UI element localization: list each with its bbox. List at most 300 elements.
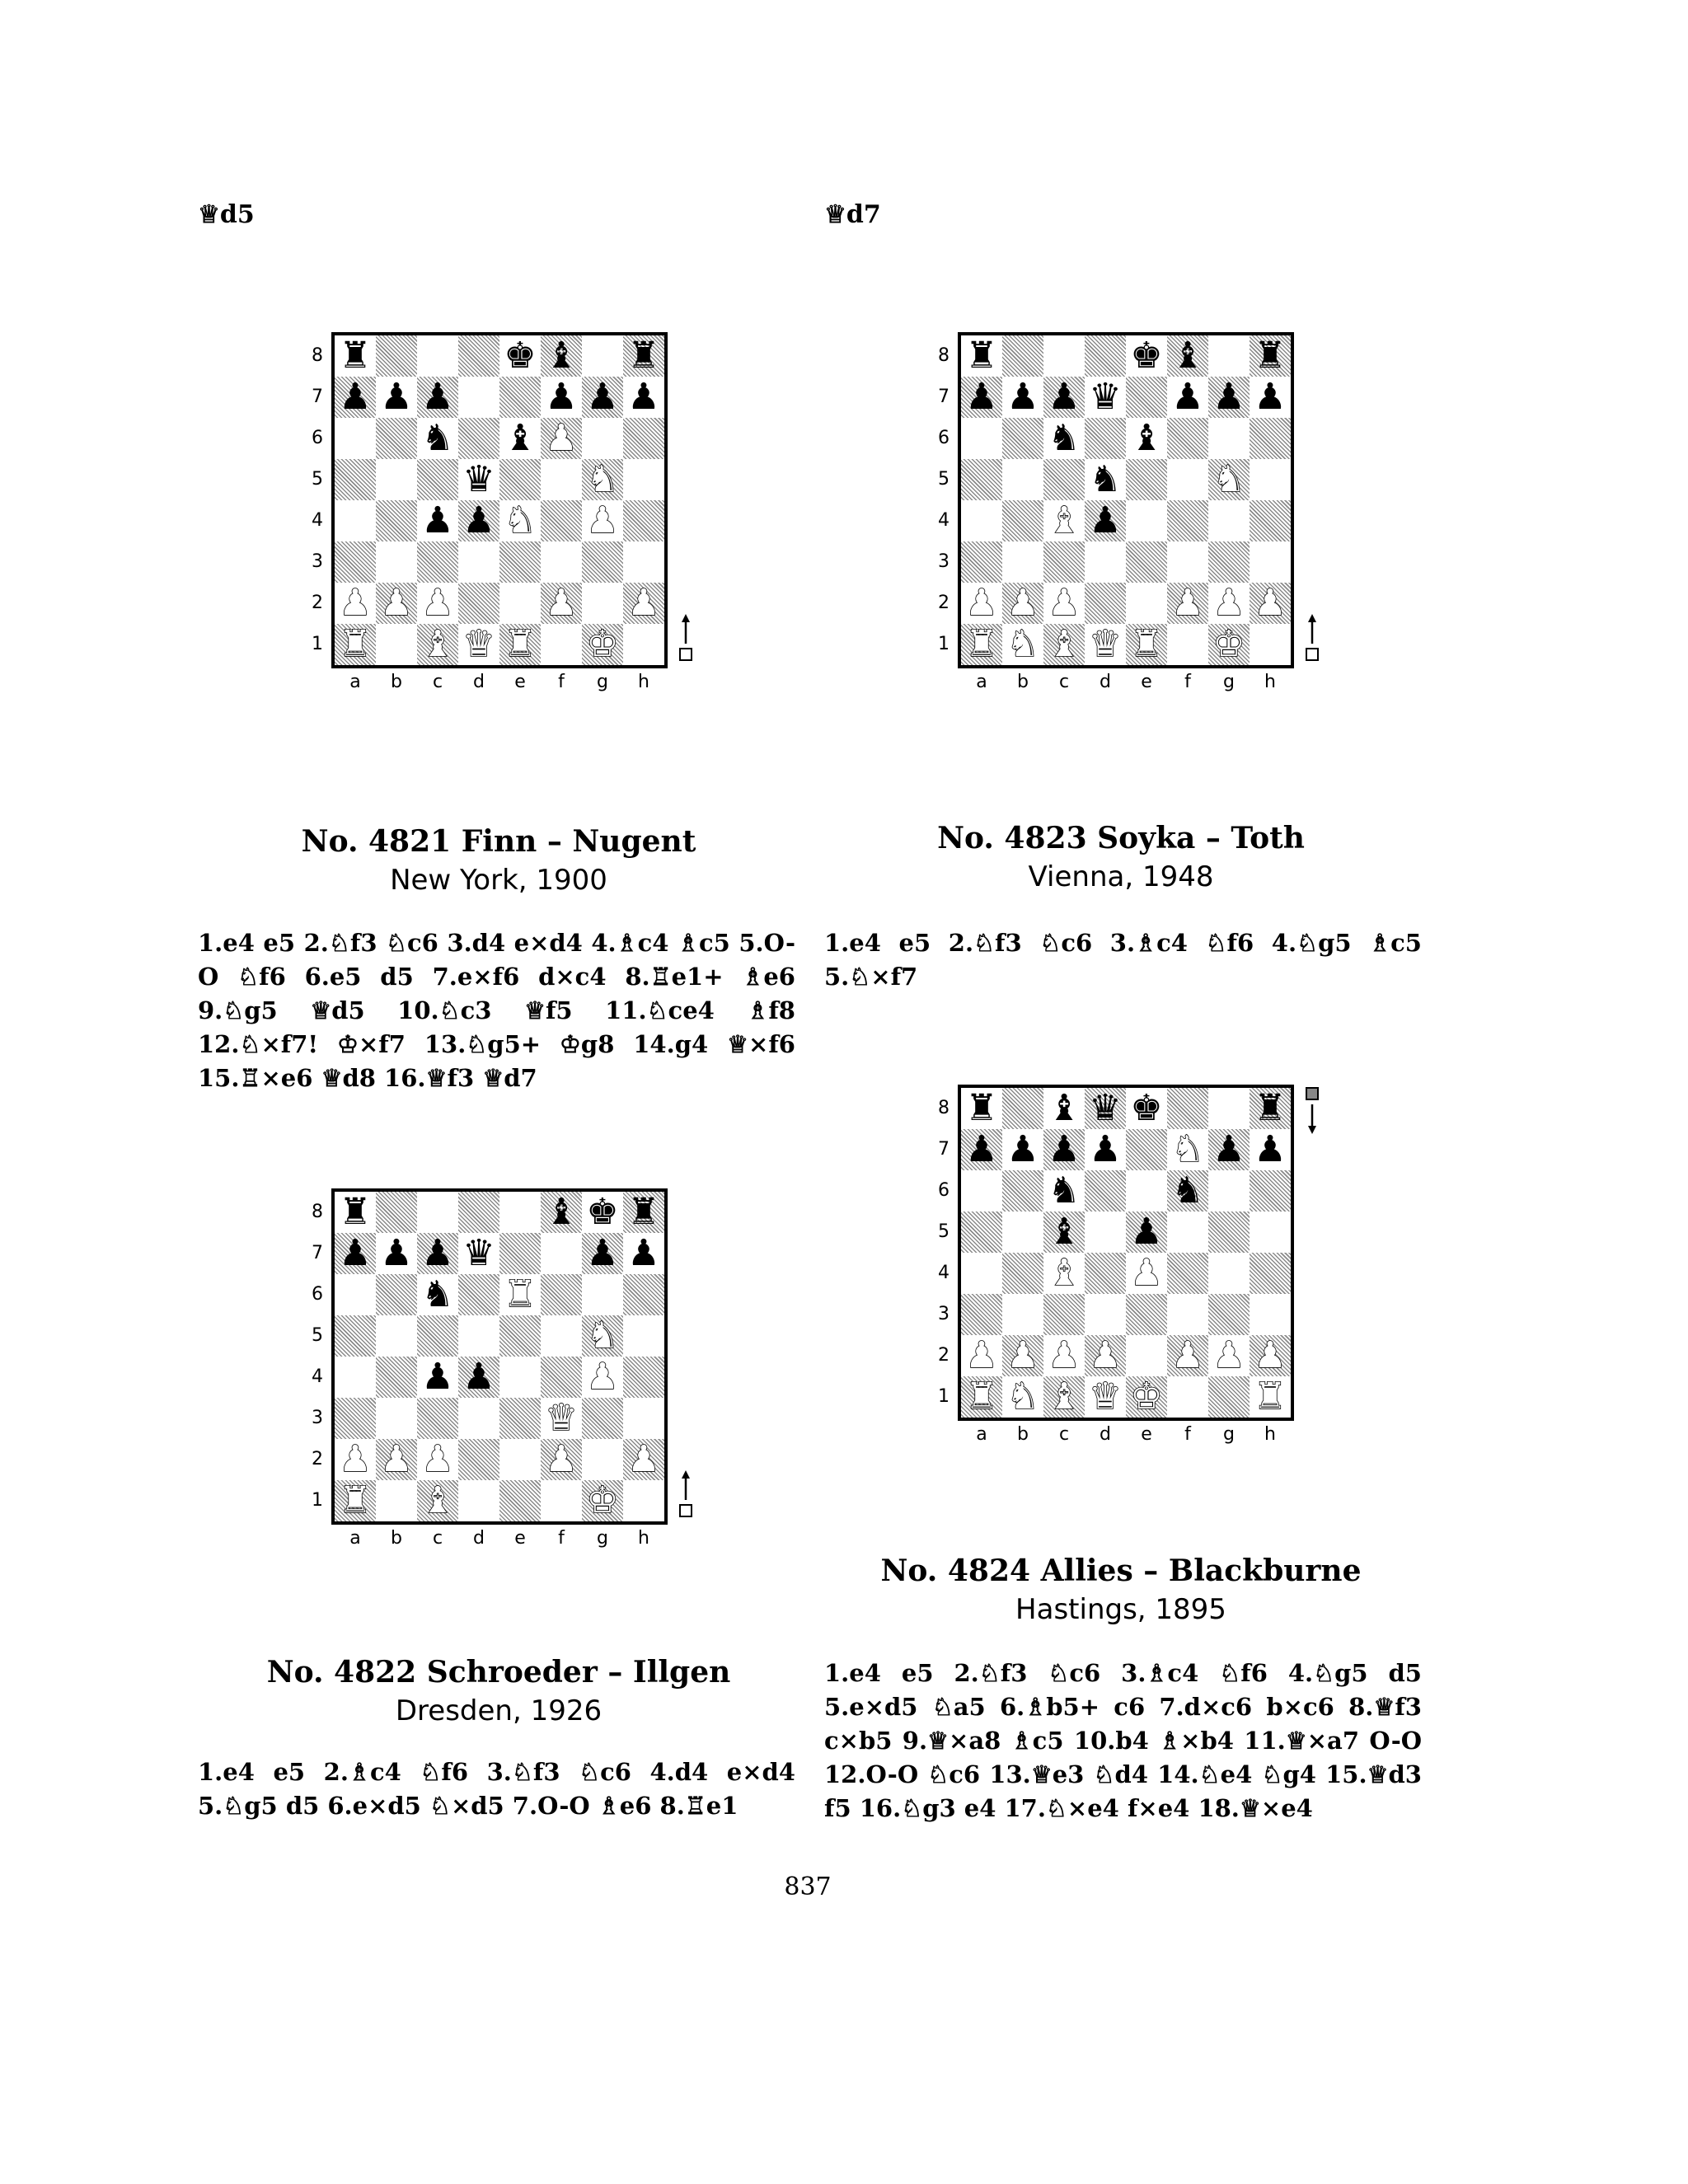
- square-g6: [1208, 418, 1250, 459]
- black-pawn-icon: ♟: [586, 1232, 619, 1274]
- square-e7: [1126, 377, 1167, 418]
- black-rook-icon: ♜: [965, 1087, 998, 1129]
- square-f7: [541, 1233, 582, 1274]
- black-bishop-icon: ♝: [1048, 1087, 1081, 1129]
- white-pawn-icon: ♟: [965, 1334, 998, 1376]
- black-bishop-icon: ♝: [545, 1191, 578, 1233]
- rank-label: 7: [938, 387, 950, 407]
- square-f4: [541, 1357, 582, 1398]
- square-f3: [1167, 541, 1208, 583]
- square-g6: [582, 1274, 623, 1315]
- file-label: e: [1141, 672, 1152, 692]
- black-pawn-icon: ♟: [1089, 499, 1122, 541]
- file-label: c: [432, 672, 443, 692]
- black-knight-icon: ♞: [1048, 417, 1081, 459]
- black-bishop-icon: ♝: [1171, 335, 1204, 377]
- white-knight-icon: ♞: [1006, 1376, 1039, 1418]
- white-pawn-icon: ♟: [1130, 1252, 1163, 1294]
- square-d6: [458, 418, 499, 459]
- square-g5: [582, 1315, 623, 1357]
- square-c2: [1043, 583, 1085, 624]
- white-rook-icon: ♜: [965, 1376, 998, 1418]
- square-h6: [1250, 1170, 1291, 1212]
- square-a1: [335, 624, 376, 665]
- square-e3: [499, 1398, 541, 1439]
- file-label: a: [976, 1424, 987, 1445]
- file-label: c: [432, 1528, 443, 1549]
- square-a6: [335, 418, 376, 459]
- square-a6: [961, 418, 1002, 459]
- chessboard-4821: [331, 332, 668, 668]
- square-d8: [458, 1192, 499, 1233]
- white-king-icon: ♚: [586, 1479, 619, 1521]
- white-knight-icon: ♞: [586, 1315, 619, 1357]
- white-pawn-icon: ♟: [1171, 582, 1204, 624]
- square-a2: [335, 1439, 376, 1480]
- black-pawn-icon: ♟: [586, 376, 619, 418]
- square-d2: [458, 583, 499, 624]
- file-label: e: [514, 672, 526, 692]
- square-g5: [1208, 459, 1250, 500]
- white-queen-icon: ♛: [1089, 623, 1122, 665]
- square-h6: [623, 418, 664, 459]
- square-d5: [1085, 459, 1126, 500]
- white-to-move-icon: [676, 614, 696, 663]
- square-e3: [1126, 1294, 1167, 1335]
- square-h2: [1250, 583, 1291, 624]
- black-pawn-icon: ♟: [380, 376, 413, 418]
- square-d6: [1085, 418, 1126, 459]
- square-a7: [961, 1129, 1002, 1170]
- black-bishop-icon: ♝: [504, 417, 537, 459]
- white-bishop-icon: ♝: [421, 1479, 454, 1521]
- black-queen-icon: ♛: [462, 458, 495, 500]
- square-h2: [623, 1439, 664, 1480]
- file-label: f: [558, 1528, 565, 1549]
- square-h4: [1250, 1253, 1291, 1294]
- square-g8: [582, 335, 623, 377]
- square-g7: [582, 377, 623, 418]
- square-f5: [541, 459, 582, 500]
- black-pawn-icon: ♟: [1171, 376, 1204, 418]
- square-e2: [1126, 583, 1167, 624]
- rank-label: 7: [938, 1139, 950, 1160]
- square-a6: [961, 1170, 1002, 1212]
- square-d5: [458, 459, 499, 500]
- square-c4: [417, 500, 458, 541]
- black-bishop-icon: ♝: [545, 335, 578, 377]
- square-c7: [417, 377, 458, 418]
- square-d3: [458, 541, 499, 583]
- square-b5: [1002, 459, 1043, 500]
- square-c5: [417, 1315, 458, 1357]
- square-h5: [1250, 1212, 1291, 1253]
- rank-label: 6: [312, 428, 323, 448]
- white-pawn-icon: ♟: [1048, 582, 1081, 624]
- square-h7: [1250, 377, 1291, 418]
- square-g8: [582, 1192, 623, 1233]
- white-knight-icon: ♞: [1171, 1128, 1204, 1170]
- square-b5: [1002, 1212, 1043, 1253]
- square-g3: [582, 541, 623, 583]
- square-b1: [1002, 1376, 1043, 1418]
- game-place-4824: Hastings, 1895: [1015, 1593, 1226, 1626]
- black-rook-icon: ♜: [1254, 335, 1287, 377]
- square-f2: [541, 1439, 582, 1480]
- white-pawn-icon: ♟: [380, 582, 413, 624]
- file-label: d: [473, 1528, 485, 1549]
- square-a2: [335, 583, 376, 624]
- rank-label: 8: [938, 1098, 950, 1118]
- black-king-icon: ♚: [586, 1191, 619, 1233]
- square-c5: [1043, 1212, 1085, 1253]
- file-label: d: [1100, 672, 1111, 692]
- square-a5: [961, 1212, 1002, 1253]
- black-rook-icon: ♜: [627, 1191, 660, 1233]
- square-e4: [1126, 1253, 1167, 1294]
- black-pawn-icon: ♟: [545, 376, 578, 418]
- square-b4: [1002, 500, 1043, 541]
- square-d5: [458, 1315, 499, 1357]
- square-e7: [499, 377, 541, 418]
- square-e2: [499, 583, 541, 624]
- white-pawn-icon: ♟: [586, 1356, 619, 1398]
- white-pawn-icon: ♟: [421, 1438, 454, 1480]
- chessboard-4823: [958, 332, 1294, 668]
- file-label: d: [1100, 1424, 1111, 1445]
- white-pawn-icon: ♟: [1171, 1334, 1204, 1376]
- square-e5: [499, 459, 541, 500]
- square-b7: [376, 377, 417, 418]
- square-d8: [458, 335, 499, 377]
- square-b8: [376, 335, 417, 377]
- rank-label: 8: [312, 1202, 323, 1222]
- square-b2: [376, 1439, 417, 1480]
- square-f1: [541, 624, 582, 665]
- rank-label: 8: [938, 345, 950, 366]
- square-b8: [376, 1192, 417, 1233]
- white-bishop-icon: ♝: [421, 623, 454, 665]
- square-d4: [1085, 1253, 1126, 1294]
- square-b2: [1002, 583, 1043, 624]
- square-b3: [376, 541, 417, 583]
- white-rook-icon: ♜: [339, 623, 372, 665]
- square-e3: [499, 541, 541, 583]
- square-f3: [1167, 1294, 1208, 1335]
- square-e6: [499, 1274, 541, 1315]
- black-pawn-icon: ♟: [965, 376, 998, 418]
- white-pawn-icon: ♟: [545, 582, 578, 624]
- rank-label: 6: [312, 1284, 323, 1305]
- square-a4: [961, 1253, 1002, 1294]
- square-e8: [1126, 1088, 1167, 1129]
- game-moves-4822: 1.e4 e5 2.♗c4 ♘f6 3.♘f3 ♘c6 4.d4 e×d4 5.♘g5 d5 6.e×d5 ♘×d5 7.O-O ♗e6 8.♖e1: [198, 1758, 795, 1820]
- square-b4: [376, 500, 417, 541]
- square-c3: [1043, 1294, 1085, 1335]
- square-b1: [376, 624, 417, 665]
- square-c5: [417, 459, 458, 500]
- file-label: h: [638, 672, 649, 692]
- game-moves-4824: 1.e4 e5 2.♘f3 ♘c6 3.♗c4 ♘f6 4.♘g5 d5 5.e×d5 ♘a5 6.♗b5+ c6 7.d×c6 b×c6 8.♕f3 c×b5 9.♕×a8 ♗c5 10.b4 ♗×b4 11.♕×a7 O-O 12.O-O ♘c6 13.♕e3 ♘d4 14.♘e4 ♘g4 15.♕d3 f5 16.♘g3 e4 17.♘×e4 f×e4 18.♕×e4: [824, 1659, 1422, 1822]
- square-c2: [417, 1439, 458, 1480]
- square-f1: [1167, 624, 1208, 665]
- square-a8: [335, 1192, 376, 1233]
- black-rook-icon: ♜: [339, 335, 372, 377]
- rank-label: 3: [312, 1408, 323, 1428]
- black-pawn-icon: ♟: [1048, 376, 1081, 418]
- white-queen-icon: ♛: [1089, 1376, 1122, 1418]
- square-e1: [1126, 1376, 1167, 1418]
- square-b2: [376, 583, 417, 624]
- square-f1: [1167, 1376, 1208, 1418]
- rank-label: 3: [938, 551, 950, 572]
- square-c3: [417, 1398, 458, 1439]
- square-f6: [1167, 418, 1208, 459]
- white-rook-icon: ♜: [1254, 1376, 1287, 1418]
- square-c6: [417, 1274, 458, 1315]
- white-rook-icon: ♜: [339, 1479, 372, 1521]
- square-b5: [376, 459, 417, 500]
- white-pawn-icon: ♟: [339, 582, 372, 624]
- square-f5: [1167, 459, 1208, 500]
- file-label: h: [638, 1528, 649, 1549]
- square-e8: [499, 1192, 541, 1233]
- black-queen-icon: ♛: [1089, 1087, 1122, 1129]
- square-g7: [1208, 377, 1250, 418]
- square-a7: [961, 377, 1002, 418]
- square-g4: [582, 500, 623, 541]
- square-e2: [1126, 1335, 1167, 1376]
- square-f8: [541, 1192, 582, 1233]
- square-g1: [1208, 624, 1250, 665]
- black-rook-icon: ♜: [1254, 1087, 1287, 1129]
- white-queen-icon: ♛: [462, 623, 495, 665]
- square-b1: [376, 1480, 417, 1521]
- square-c6: [1043, 1170, 1085, 1212]
- square-e4: [1126, 500, 1167, 541]
- white-pawn-icon: ♟: [339, 1438, 372, 1480]
- black-pawn-icon: ♟: [339, 376, 372, 418]
- square-a1: [961, 1376, 1002, 1418]
- white-to-move-icon: [1302, 614, 1322, 663]
- square-f2: [1167, 583, 1208, 624]
- black-pawn-icon: ♟: [380, 1232, 413, 1274]
- square-c3: [417, 541, 458, 583]
- square-g6: [1208, 1170, 1250, 1212]
- square-f8: [1167, 335, 1208, 377]
- rank-label: 5: [938, 1221, 950, 1242]
- file-label: c: [1058, 672, 1070, 692]
- square-b8: [1002, 1088, 1043, 1129]
- square-f3: [541, 1398, 582, 1439]
- white-bishop-icon: ♝: [1048, 1252, 1081, 1294]
- square-d6: [1085, 1170, 1126, 1212]
- square-c6: [1043, 418, 1085, 459]
- square-f7: [541, 377, 582, 418]
- black-knight-icon: ♞: [421, 1273, 454, 1315]
- square-b4: [376, 1357, 417, 1398]
- square-a3: [335, 1398, 376, 1439]
- white-bishop-icon: ♝: [1048, 623, 1081, 665]
- square-d5: [1085, 1212, 1126, 1253]
- square-g1: [582, 624, 623, 665]
- square-f3: [541, 541, 582, 583]
- square-a6: [335, 1274, 376, 1315]
- square-b6: [376, 418, 417, 459]
- square-e4: [499, 1357, 541, 1398]
- rank-label: 3: [312, 551, 323, 572]
- square-f2: [541, 583, 582, 624]
- black-rook-icon: ♜: [627, 335, 660, 377]
- black-pawn-icon: ♟: [1006, 1128, 1039, 1170]
- file-label: a: [349, 1528, 361, 1549]
- square-h7: [1250, 1129, 1291, 1170]
- white-pawn-icon: ♟: [545, 417, 578, 459]
- rank-label: 1: [938, 634, 950, 654]
- square-g1: [582, 1480, 623, 1521]
- square-h6: [623, 1274, 664, 1315]
- square-h4: [623, 1357, 664, 1398]
- square-b4: [1002, 1253, 1043, 1294]
- square-f4: [541, 500, 582, 541]
- square-f5: [1167, 1212, 1208, 1253]
- rank-label: 1: [312, 634, 323, 654]
- square-g8: [1208, 1088, 1250, 1129]
- file-label: d: [473, 672, 485, 692]
- square-b7: [376, 1233, 417, 1274]
- square-g5: [1208, 1212, 1250, 1253]
- white-pawn-icon: ♟: [1089, 1334, 1122, 1376]
- square-e3: [1126, 541, 1167, 583]
- square-f2: [1167, 1335, 1208, 1376]
- rank-label: 1: [938, 1386, 950, 1407]
- white-king-icon: ♚: [1130, 1376, 1163, 1418]
- file-label: b: [1017, 1424, 1029, 1445]
- square-d2: [1085, 583, 1126, 624]
- square-d6: [458, 1274, 499, 1315]
- square-d2: [1085, 1335, 1126, 1376]
- square-e6: [1126, 418, 1167, 459]
- square-h1: [1250, 624, 1291, 665]
- game-place-4822: Dresden, 1926: [395, 1694, 603, 1727]
- square-b8: [1002, 335, 1043, 377]
- square-b6: [1002, 418, 1043, 459]
- white-pawn-icon: ♟: [1006, 582, 1039, 624]
- square-e8: [1126, 335, 1167, 377]
- file-label: e: [1141, 1424, 1152, 1445]
- square-b3: [376, 1398, 417, 1439]
- white-pawn-icon: ♟: [1254, 1334, 1287, 1376]
- black-pawn-icon: ♟: [462, 1356, 495, 1398]
- file-label: g: [1223, 672, 1235, 692]
- square-h8: [1250, 1088, 1291, 1129]
- white-bishop-icon: ♝: [1048, 1376, 1081, 1418]
- square-c8: [1043, 335, 1085, 377]
- square-b2: [1002, 1335, 1043, 1376]
- square-a5: [335, 1315, 376, 1357]
- square-c8: [417, 335, 458, 377]
- square-a4: [335, 1357, 376, 1398]
- black-pawn-icon: ♟: [1212, 376, 1245, 418]
- square-d4: [458, 500, 499, 541]
- black-pawn-icon: ♟: [1089, 1128, 1122, 1170]
- black-pawn-icon: ♟: [421, 499, 454, 541]
- square-a2: [961, 583, 1002, 624]
- square-c8: [417, 1192, 458, 1233]
- game-moves-4823: 1.e4 e5 2.♘f3 ♘c6 3.♗c4 ♘f6 4.♘g5 ♗c5 5.♘×f7: [824, 929, 1422, 991]
- square-b3: [1002, 1294, 1043, 1335]
- file-label: f: [558, 672, 565, 692]
- file-label: g: [597, 672, 608, 692]
- square-g2: [582, 1439, 623, 1480]
- square-a4: [961, 500, 1002, 541]
- square-g4: [1208, 500, 1250, 541]
- square-f6: [541, 418, 582, 459]
- black-pawn-icon: ♟: [627, 376, 660, 418]
- black-knight-icon: ♞: [1048, 1169, 1081, 1212]
- game-title-4822: No. 4822 Schroeder – Illgen: [266, 1655, 731, 1690]
- file-label: c: [1058, 1424, 1070, 1445]
- square-d3: [1085, 1294, 1126, 1335]
- rank-label: 4: [938, 510, 950, 531]
- square-b3: [1002, 541, 1043, 583]
- square-h6: [1250, 418, 1291, 459]
- white-pawn-icon: ♟: [586, 499, 619, 541]
- square-g3: [1208, 1294, 1250, 1335]
- square-d1: [458, 624, 499, 665]
- white-rook-icon: ♜: [504, 623, 537, 665]
- square-c1: [1043, 624, 1085, 665]
- square-g1: [1208, 1376, 1250, 1418]
- square-d7: [1085, 1129, 1126, 1170]
- header-move-right: ♕d7: [824, 200, 881, 229]
- game-title-4824: No. 4824 Allies – Blackburne: [880, 1554, 1362, 1588]
- white-pawn-icon: ♟: [1212, 582, 1245, 624]
- square-d2: [458, 1439, 499, 1480]
- square-a5: [335, 459, 376, 500]
- square-d1: [458, 1480, 499, 1521]
- file-label: f: [1184, 1424, 1191, 1445]
- square-g7: [1208, 1129, 1250, 1170]
- square-d4: [1085, 500, 1126, 541]
- square-a5: [961, 459, 1002, 500]
- square-c5: [1043, 459, 1085, 500]
- white-knight-icon: ♞: [1212, 458, 1245, 500]
- square-c7: [1043, 377, 1085, 418]
- square-g5: [582, 459, 623, 500]
- square-h8: [623, 1192, 664, 1233]
- black-pawn-icon: ♟: [421, 1232, 454, 1274]
- black-pawn-icon: ♟: [462, 499, 495, 541]
- square-f8: [1167, 1088, 1208, 1129]
- square-d1: [1085, 624, 1126, 665]
- chessboard-4824: [958, 1085, 1294, 1421]
- rank-label: 4: [938, 1263, 950, 1283]
- square-c7: [417, 1233, 458, 1274]
- chessboard-4822: [331, 1188, 668, 1525]
- file-label: b: [391, 672, 402, 692]
- square-f8: [541, 335, 582, 377]
- white-pawn-icon: ♟: [627, 1438, 660, 1480]
- square-g3: [582, 1398, 623, 1439]
- game-title-4821: No. 4821 Finn – Nugent: [301, 824, 696, 859]
- rank-label: 6: [938, 428, 950, 448]
- square-d7: [458, 377, 499, 418]
- square-c8: [1043, 1088, 1085, 1129]
- square-a8: [961, 1088, 1002, 1129]
- rank-label: 6: [938, 1180, 950, 1201]
- square-e6: [499, 418, 541, 459]
